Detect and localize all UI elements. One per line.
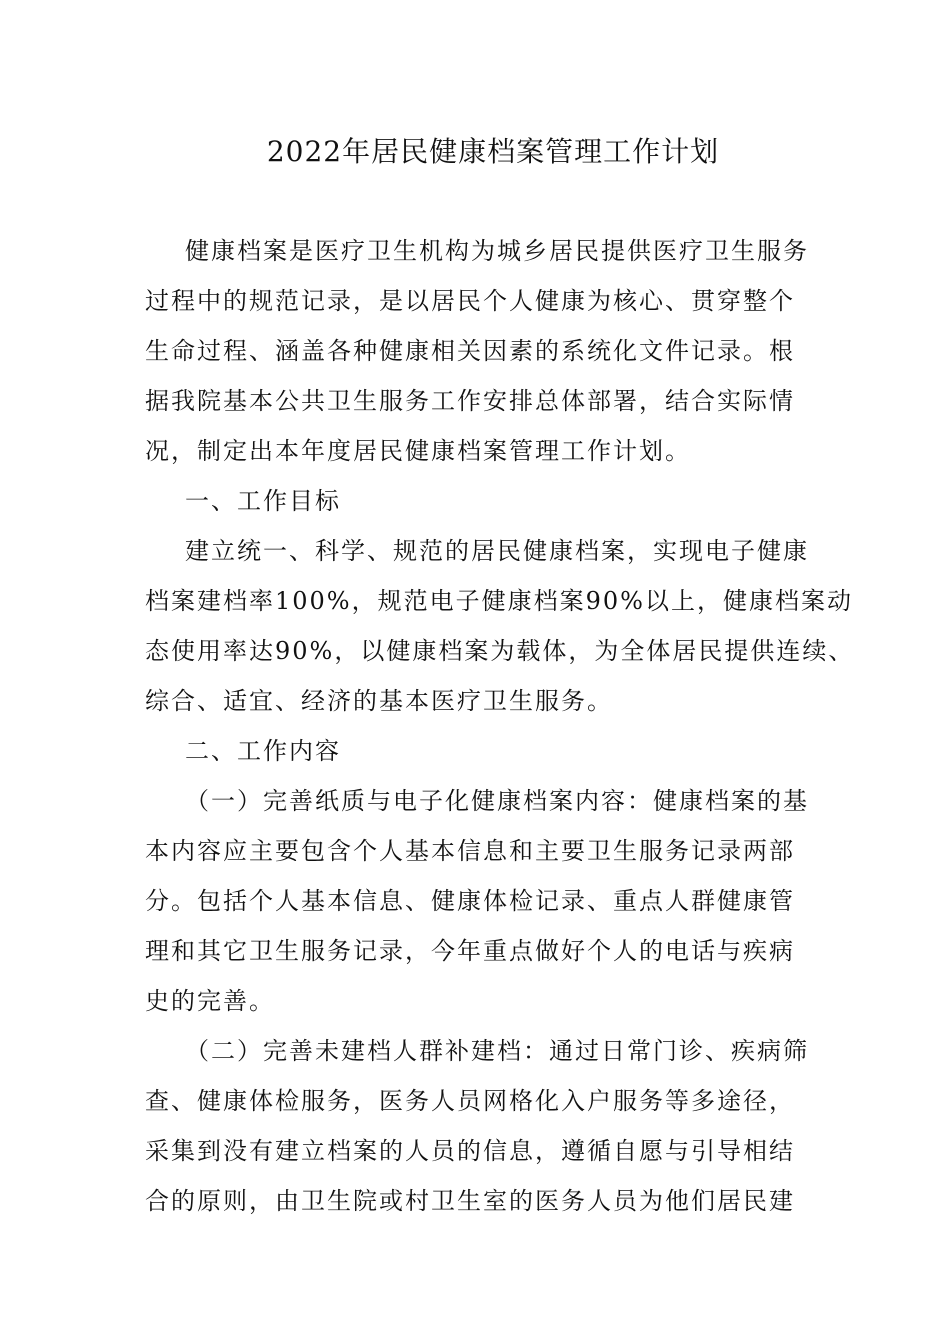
section-heading-goals: 一、工作目标 xyxy=(185,487,341,515)
paragraph-line: 史的完善。 xyxy=(145,987,275,1015)
paragraph-line: （一）完善纸质与电子化健康档案内容：健康档案的基 xyxy=(185,787,809,815)
paragraph-line: 本内容应主要包含个人基本信息和主要卫生服务记录两部 xyxy=(145,837,795,865)
paragraph-line: 生命过程、涵盖各种健康相关因素的系统化文件记录。根 xyxy=(145,337,795,365)
paragraph-line: 采集到没有建立档案的人员的信息，遵循自愿与引导相结 xyxy=(145,1137,795,1165)
paragraph-line: 建立统一、科学、规范的居民健康档案，实现电子健康 xyxy=(185,537,809,565)
paragraph-line: 合的原则，由卫生院或村卫生室的医务人员为他们居民建 xyxy=(145,1187,795,1215)
document-title: 2022年居民健康档案管理工作计划 xyxy=(266,135,720,168)
paragraph-line: 态使用率达90%，以健康档案为载体，为全体居民提供连续、 xyxy=(145,637,855,665)
paragraph-line: 理和其它卫生服务记录，今年重点做好个人的电话与疾病 xyxy=(145,937,795,965)
paragraph-line: 查、健康体检服务，医务人员网格化入户服务等多途径， xyxy=(145,1087,795,1115)
paragraph-line: 过程中的规范记录，是以居民个人健康为核心、贯穿整个 xyxy=(145,287,795,315)
paragraph-line: 分。包括个人基本信息、健康体检记录、重点人群健康管 xyxy=(145,887,795,915)
paragraph-line: （二）完善未建档人群补建档：通过日常门诊、疾病筛 xyxy=(185,1037,809,1065)
paragraph-line: 据我院基本公共卫生服务工作安排总体部署，结合实际情 xyxy=(145,387,795,415)
paragraph-line: 健康档案是医疗卫生机构为城乡居民提供医疗卫生服务 xyxy=(185,237,809,265)
paragraph-line: 况，制定出本年度居民健康档案管理工作计划。 xyxy=(145,437,691,465)
paragraph-line: 综合、适宜、经济的基本医疗卫生服务。 xyxy=(145,687,613,715)
section-heading-content: 二、工作内容 xyxy=(185,737,341,765)
paragraph-line: 档案建档率100%，规范电子健康档案90%以上，健康档案动 xyxy=(145,587,853,615)
